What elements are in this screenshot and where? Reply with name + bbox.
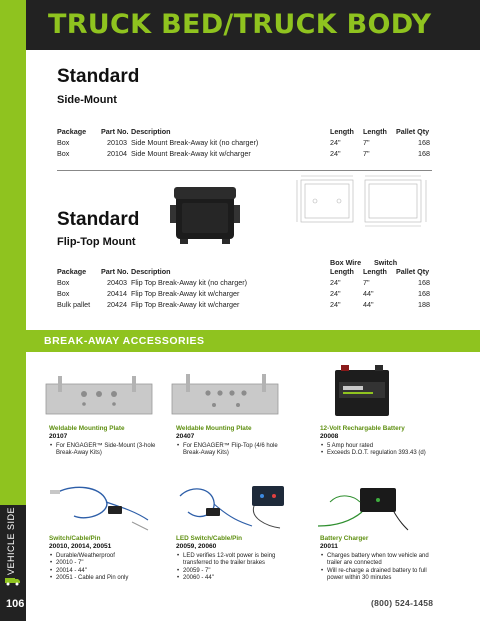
mounting-plate-3-hole-image — [44, 370, 154, 420]
accessory-item — [176, 425, 296, 458]
col-description: Description — [131, 127, 171, 136]
dimension-drawing — [295, 172, 435, 232]
battery-charger-image — [310, 482, 410, 534]
cell-package: Box — [57, 289, 70, 298]
table-row — [57, 289, 432, 300]
cell-description: Flip Top Break-Away kit w/charger — [131, 300, 240, 309]
truck-icon — [5, 576, 21, 586]
table-row — [57, 149, 432, 160]
cell-package: Bulk pallet — [57, 300, 91, 309]
cell-part-no: 20424 — [107, 300, 127, 309]
col-description: Description — [131, 267, 171, 276]
table-row — [57, 300, 432, 311]
bullet-item: • 5 Amp hour rated — [320, 443, 440, 450]
bullet-item: • LED verifies 12-volt power is being transferred to the trailer brakes — [176, 553, 296, 568]
side-mount-title: Standard — [57, 66, 140, 87]
col-pallet-qty: Pallet Qty — [396, 267, 430, 276]
bullet-item: • 20060 - 44" — [176, 575, 296, 582]
side-mount-table — [57, 127, 432, 160]
accessory-bullets — [176, 443, 296, 458]
cell-length-2: 44" — [363, 300, 374, 309]
side-mount-subtitle: Side-Mount — [57, 94, 117, 106]
phone-number: (800) 524-1458 — [371, 598, 434, 608]
accessory-bullets — [49, 553, 169, 583]
cell-description: Side Mount Break-Away kit (no charger) — [131, 138, 259, 147]
cell-pallet-qty: 168 — [418, 149, 430, 158]
accessory-part-number: 20107 — [49, 433, 68, 440]
flip-top-title: Standard — [57, 209, 140, 230]
accessory-item — [49, 425, 169, 458]
flip-top-subtitle: Flip-Top Mount — [57, 236, 136, 248]
bullet-item: • For ENGAGER™ Flip-Top (4/6 hole Break-Away Kits) — [176, 443, 296, 458]
accessory-name: Battery Charger — [320, 535, 369, 542]
accessory-part-number: 20010, 20014, 20051 — [49, 543, 112, 550]
accessory-name: Switch/Cable/Pin — [49, 535, 101, 542]
accessory-part-number: 20407 — [176, 433, 195, 440]
led-switch-cable-pin-image — [170, 482, 290, 534]
accessory-item — [320, 535, 440, 583]
accessory-name: Weldable Mounting Plate — [49, 425, 125, 432]
col-package: Package — [57, 127, 87, 136]
cell-length-2: 7" — [363, 138, 370, 147]
accessory-item — [320, 425, 440, 458]
accessory-bullets — [320, 553, 440, 583]
table-header-row — [57, 267, 432, 278]
cell-length: 24" — [330, 138, 341, 147]
cell-pallet-qty: 168 — [418, 278, 430, 287]
accessory-name: Weldable Mounting Plate — [176, 425, 252, 432]
accessory-part-number: 20011 — [320, 543, 338, 550]
col-length-2: Length — [363, 127, 387, 136]
col-length-2: Length — [363, 267, 387, 276]
flip-top-box-image — [170, 183, 240, 245]
cell-pallet-qty: 168 — [418, 289, 430, 298]
cell-part-no: 20414 — [107, 289, 127, 298]
accessory-part-number: 20008 — [320, 433, 339, 440]
cell-description: Side Mount Break-Away kit w/charger — [131, 149, 251, 158]
cell-pallet-qty: 168 — [418, 138, 430, 147]
flip-top-table — [57, 258, 432, 311]
bullet-item: • For ENGAGER™ Side-Mount (3-hole Break-Away Kits) — [49, 443, 169, 458]
page-title: TRUCK BED/TRUCK BODY — [48, 9, 432, 40]
col-package: Package — [57, 267, 87, 276]
section-divider — [57, 170, 432, 171]
accessory-item — [176, 535, 296, 583]
side-tab-label: VEHICLE SIDE — [6, 506, 16, 575]
accessory-bullets — [320, 443, 440, 458]
col-part-no: Part No. — [101, 267, 129, 276]
accessory-bullets — [176, 553, 296, 583]
col-part-no: Part No. — [101, 127, 129, 136]
cell-part-no: 20104 — [107, 149, 127, 158]
cell-description: Flip Top Break-Away kit (no charger) — [131, 278, 247, 287]
bullet-item: • 20059 - 7" — [176, 568, 296, 575]
accessories-title: BREAK-AWAY ACCESSORIES — [44, 335, 205, 347]
cell-package: Box — [57, 138, 70, 147]
cell-length-2: 7" — [363, 149, 370, 158]
cell-length: 24" — [330, 149, 341, 158]
switch-cable-pin-image — [44, 482, 154, 534]
accessory-bullets — [49, 443, 169, 458]
bullet-item: • Exceeds D.O.T. regulation 393.43 (d) — [320, 450, 440, 457]
cell-length: 24" — [330, 300, 341, 309]
table-row — [57, 138, 432, 149]
col-length: Length — [330, 267, 354, 276]
cell-length-2: 44" — [363, 289, 374, 298]
col-length: Length — [330, 127, 354, 136]
bullet-item: • Will re-charge a drained battery to full power within 30 minutes — [320, 568, 440, 583]
accessory-part-number: 20059, 20060 — [176, 543, 217, 550]
battery-image — [333, 364, 391, 418]
accessory-name: 12-Volt Rechargable Battery — [320, 425, 405, 432]
accessory-name: LED Switch/Cable/Pin — [176, 535, 243, 542]
table-header-row — [57, 127, 432, 138]
cell-pallet-qty: 188 — [418, 300, 430, 309]
bullet-item: • 20051 - Cable and Pin only — [49, 575, 169, 582]
bullet-item: • Charges battery when tow vehicle and trailer are connected — [320, 553, 440, 568]
cell-package: Box — [57, 278, 70, 287]
bullet-item: • 20014 - 44" — [49, 568, 169, 575]
accessory-item — [49, 535, 169, 583]
page-number: 106 — [6, 598, 25, 610]
bullet-item: • Durable/Weatherproof — [49, 553, 169, 560]
cell-length: 24" — [330, 289, 341, 298]
cell-length: 24" — [330, 278, 341, 287]
col-pallet-qty: Pallet Qty — [396, 127, 430, 136]
cell-part-no: 20403 — [107, 278, 127, 287]
col-switch: Switch — [374, 258, 398, 267]
table-header-row-top — [57, 258, 432, 267]
bullet-item: • 20010 - 7" — [49, 560, 169, 567]
table-row — [57, 278, 432, 289]
cell-description: Flip Top Break-Away kit w/charger — [131, 289, 240, 298]
cell-package: Box — [57, 149, 70, 158]
col-box-wire: Box Wire — [330, 258, 362, 267]
mounting-plate-flip-top-image — [170, 370, 280, 420]
cell-part-no: 20103 — [107, 138, 127, 147]
cell-length-2: 7" — [363, 278, 370, 287]
